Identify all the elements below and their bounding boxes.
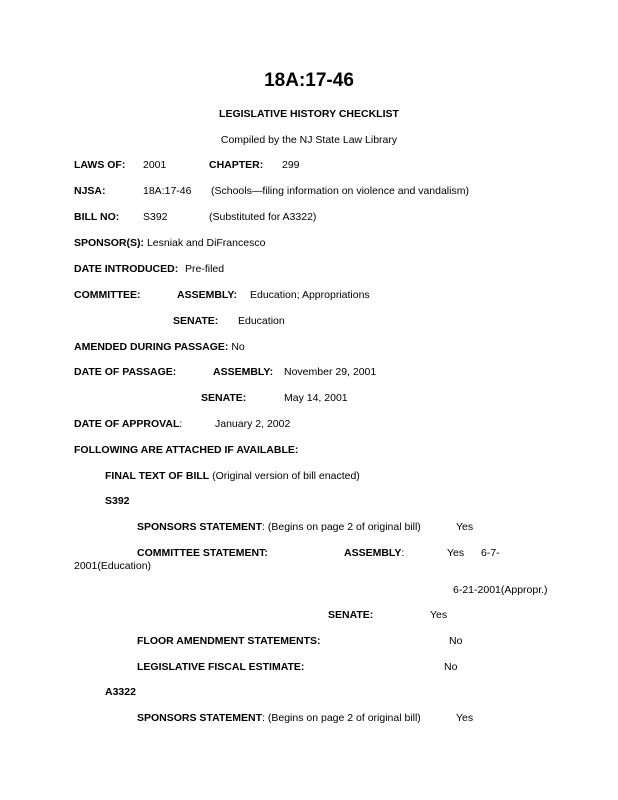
njsa-label: NJSA:: [74, 185, 106, 197]
a3322-heading: A3322: [105, 686, 136, 698]
sponsors-label: SPONSOR(S):: [74, 237, 145, 249]
s392-committee-statement-label: COMMITTEE STATEMENT:: [137, 547, 268, 559]
sponsors-value: Lesniak and DiFrancesco: [146, 237, 266, 249]
a3322-sponsors-statement-note: : (Begins on page 2 of original bill): [262, 712, 421, 724]
s392-committee-senate-label: SENATE:: [328, 609, 374, 621]
s392-committee-assembly-date-c: 6-21-2001(Appropr.): [453, 584, 548, 596]
s392-fiscal-estimate-value: No: [444, 661, 458, 673]
a3322-sponsors-statement-row: [137, 712, 421, 725]
laws-of-label: LAWS OF:: [74, 159, 126, 171]
s392-floor-amendment-label: FLOOR AMENDMENT STATEMENTS:: [137, 635, 321, 647]
s392-committee-assembly-label: ASSEMBLY: [344, 547, 402, 559]
s392-sponsors-statement-value: Yes: [456, 521, 474, 533]
s392-committee-assembly-value: Yes: [447, 547, 465, 559]
passage-assembly-label: ASSEMBLY:: [213, 366, 274, 378]
date-of-approval-value: January 2, 2002: [215, 418, 291, 430]
chapter-label: CHAPTER:: [209, 159, 264, 171]
s392-sponsors-statement-label: SPONSORS STATEMENT: [137, 521, 263, 533]
compiled-by: Compiled by the NJ State Law Library: [220, 134, 398, 146]
committee-assembly-label: ASSEMBLY:: [177, 289, 238, 301]
s392-heading: S392: [105, 495, 130, 507]
date-of-approval-label: DATE OF APPROVAL: [74, 418, 180, 430]
document-title: 18A:17-46: [264, 70, 354, 91]
s392-committee-assembly-date-a: 6-7-: [481, 547, 500, 559]
amended-label: AMENDED DURING PASSAGE:: [74, 341, 229, 353]
s392-committee-assembly: [344, 547, 404, 560]
passage-senate-label: SENATE:: [201, 392, 247, 404]
passage-senate-value: May 14, 2001: [284, 392, 348, 404]
sponsors-row: [74, 237, 265, 250]
passage-assembly-value: November 29, 2001: [284, 366, 377, 378]
date-of-approval-colon: :: [179, 418, 183, 430]
date-introduced-label: DATE INTRODUCED:: [74, 263, 179, 275]
attached-heading: FOLLOWING ARE ATTACHED IF AVAILABLE:: [74, 444, 299, 456]
amended-value: No: [231, 341, 245, 353]
bill-no-label: BILL NO:: [74, 211, 120, 223]
committee-label: COMMITTEE:: [74, 289, 141, 301]
document-subtitle: LEGISLATIVE HISTORY CHECKLIST: [219, 108, 399, 120]
njsa-description: (Schools—filing information on violence and vandalism): [211, 185, 469, 197]
chapter-value: 299: [282, 159, 300, 171]
s392-committee-assembly-colon: :: [401, 547, 405, 559]
amended-row: [74, 341, 245, 354]
date-of-approval-row: [74, 418, 182, 431]
committee-senate-value: Education: [238, 315, 285, 327]
committee-assembly-value: Education; Appropriations: [250, 289, 370, 301]
laws-of-value: 2001: [143, 159, 167, 171]
s392-committee-assembly-date-b: 2001(Education): [74, 560, 152, 572]
njsa-value: 18A:17-46: [143, 185, 192, 197]
a3322-sponsors-statement-label: SPONSORS STATEMENT: [137, 712, 263, 724]
final-text-row: [105, 470, 360, 483]
bill-no-note: (Substituted for A3322): [209, 211, 317, 223]
date-introduced-value: Pre-filed: [185, 263, 225, 275]
s392-sponsors-statement-row: [137, 521, 421, 534]
s392-committee-senate-value: Yes: [430, 609, 448, 621]
bill-no-value: S392: [143, 211, 168, 223]
s392-fiscal-estimate-label: LEGISLATIVE FISCAL ESTIMATE:: [137, 661, 305, 673]
s392-floor-amendment-value: No: [449, 635, 463, 647]
final-text-label: FINAL TEXT OF BILL: [105, 470, 210, 482]
committee-senate-label: SENATE:: [173, 315, 219, 327]
date-of-passage-label: DATE OF PASSAGE:: [74, 366, 177, 378]
s392-sponsors-statement-note: : (Begins on page 2 of original bill): [262, 521, 421, 533]
a3322-sponsors-statement-value: Yes: [456, 712, 474, 724]
final-text-note: (Original version of bill enacted): [212, 470, 360, 482]
